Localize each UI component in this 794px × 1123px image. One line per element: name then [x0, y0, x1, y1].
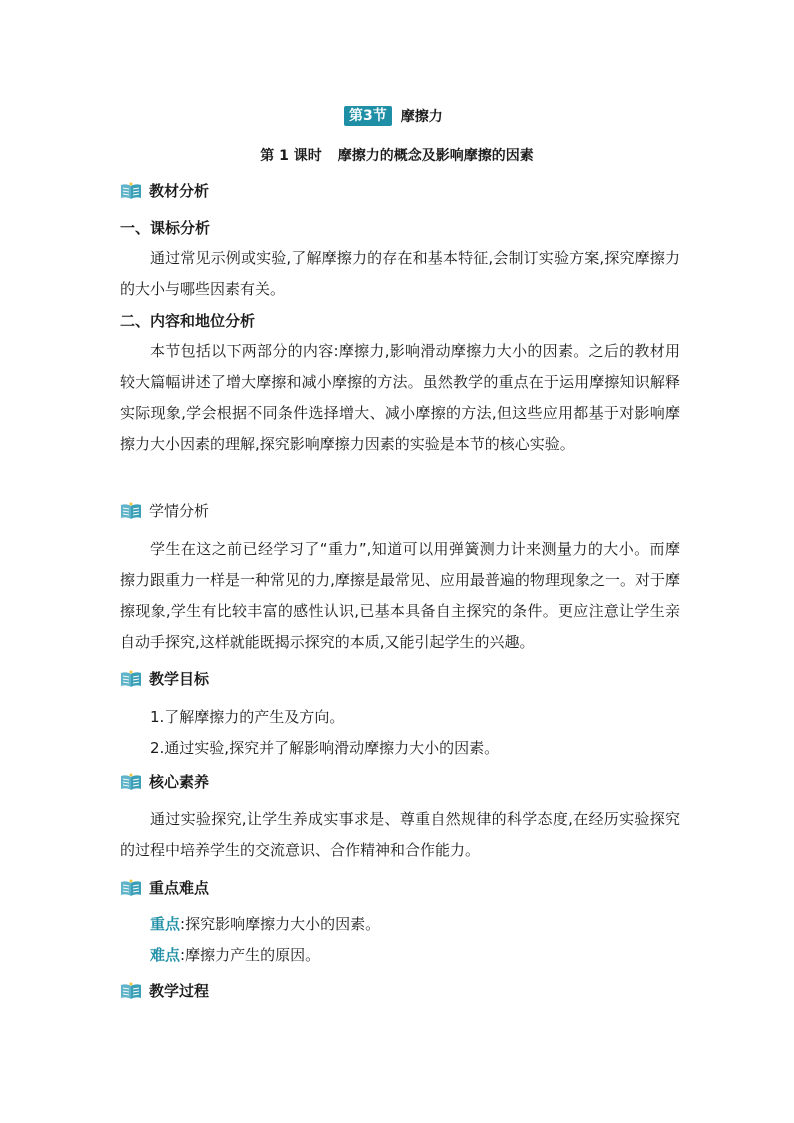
heading-label: 教学过程: [149, 982, 210, 1000]
student-paragraph: 学生在这之前已经学习了“重力”,知道可以用弹簧测力计来测量力的大小。而摩擦力跟重力一样是一种常见的力,摩擦是最常见、应用最普遍的物理现象之一。对于摩擦现象,学生有比较丰富的感性认识,已基本具备自主探究的条件。更应注意让学生亲自动手探究,这样就能既揭示探究的本质,又能引起学生的兴趣。: [120, 540, 680, 651]
heading-label: 核心素养: [149, 773, 210, 791]
heading-label: 学情分析: [149, 502, 210, 520]
book-icon: [120, 773, 142, 791]
objective-item: 2.通过实验,探究并了解影响滑动摩擦力大小的因素。: [150, 739, 500, 757]
heading-core-literacy: [120, 771, 209, 792]
heading-teaching-process: [120, 980, 209, 1001]
difficulty-line: [150, 944, 320, 965]
heading-key-points: [120, 877, 209, 898]
heading-material-analysis: [120, 180, 209, 201]
book-icon: [120, 182, 142, 200]
difficulty-label: 难点: [150, 946, 181, 964]
content-heading: 二、内容和地位分析: [120, 312, 256, 330]
curriculum-heading: 一、课标分析: [120, 219, 211, 237]
section-header: [344, 106, 443, 126]
section-title: 摩擦力: [400, 109, 443, 125]
book-icon: [120, 670, 142, 688]
heading-objectives: [120, 668, 209, 689]
difficulty-text: :摩擦力产生的原因。: [180, 946, 321, 964]
section-badge: 第3节: [344, 106, 392, 126]
key-point-text: :探究影响摩擦力大小的因素。: [180, 915, 381, 933]
literacy-paragraph: 通过实验探究,让学生养成实事求是、尊重自然规律的科学态度,在经历实验探究的过程中培养学生的交流意识、合作精神和合作能力。: [120, 810, 680, 859]
lesson-number: 第 1 课时: [260, 148, 322, 164]
objective-item: 1.了解摩擦力的产生及方向。: [150, 708, 345, 726]
book-icon: [120, 982, 142, 1000]
key-point-label: 重点: [150, 915, 181, 933]
curriculum-paragraph: 通过常见示例或实验,了解摩擦力的存在和基本特征,会制订实验方案,探究摩擦力的大小与哪些因素有关。: [120, 249, 680, 298]
content-paragraph: 本节包括以下两部分的内容:摩擦力,影响滑动摩擦力大小的因素。之后的教材用较大篇幅讲述了增大摩擦和减小摩擦的方法。虽然教学的重点在于运用摩擦知识解释实际现象,学会根据不同条件选择增大、减小摩擦的方法,但这些应用都基于对影响摩擦力大小因素的理解,探究影响摩擦力因素的实验是本节的核心实验。: [120, 342, 680, 453]
heading-student-analysis: [120, 500, 209, 521]
lesson-name: 摩擦力的概念及影响摩擦的因素: [337, 148, 534, 164]
heading-label: 教学目标: [149, 670, 210, 688]
book-icon: [120, 879, 142, 897]
heading-label: 教材分析: [149, 182, 210, 200]
book-icon: [120, 502, 142, 520]
lesson-title: [0, 145, 794, 165]
heading-label: 重点难点: [149, 879, 210, 897]
key-point-line: [150, 913, 380, 934]
